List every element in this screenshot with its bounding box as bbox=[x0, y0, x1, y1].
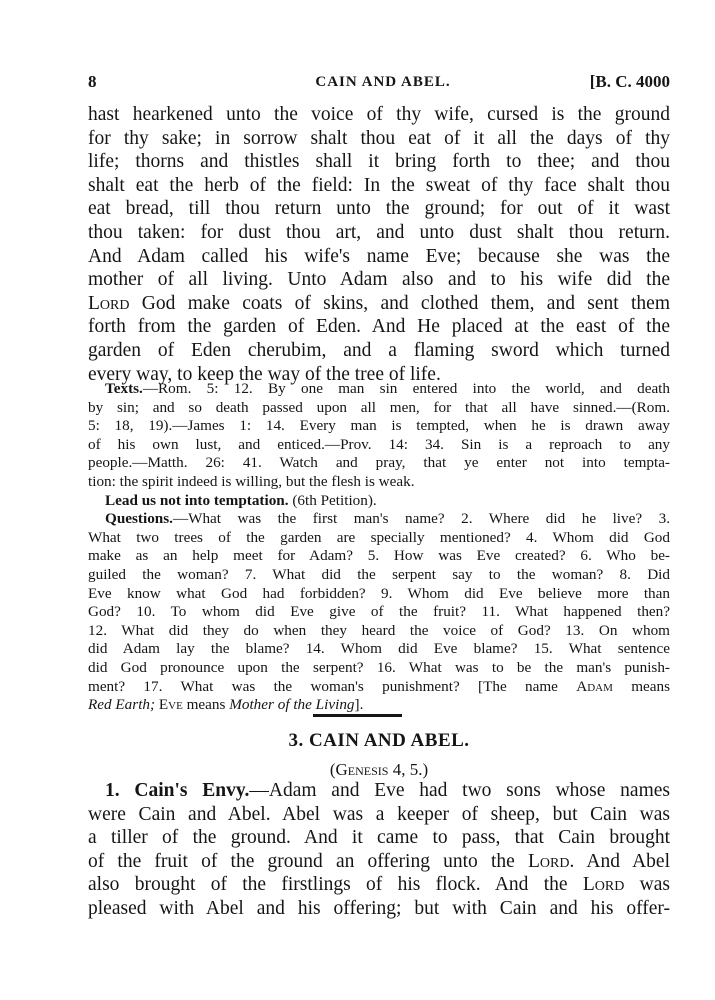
text-line: And Adam called his wife's name Eve; because she was the bbox=[88, 245, 670, 267]
text-line: were Cain and Abel. Abel was a keeper of sheep, but Cain was bbox=[88, 803, 670, 825]
questions-line: 12. What did they do when they heard the voice of God? 13. On whom bbox=[88, 621, 670, 639]
adam-word: Adam bbox=[576, 677, 613, 695]
mother-of-the-living: Mother of the Living bbox=[229, 696, 355, 714]
text-line: forth from the garden of Eden. And He placed at the east of the bbox=[88, 316, 670, 338]
petition-line bbox=[88, 492, 670, 511]
text-line: thou taken: for dust thou art, and unto dust shalt thou return. bbox=[88, 221, 670, 243]
lord-word: Lord. bbox=[527, 850, 575, 872]
questions-line bbox=[88, 510, 670, 529]
text-line: life; thorns and thistles shall it bring forth to thee; and thou bbox=[88, 151, 670, 173]
texts-line: 5: 18, 19).—James 1: 14. Every man is tempted, when he is drawn away bbox=[88, 417, 670, 435]
texts-line: tion: the spirit indeed is willing, but the flesh is weak. bbox=[88, 472, 415, 490]
text-line: for thy sake; in sorrow shalt thou eat of it all the days of thy bbox=[88, 127, 670, 149]
text-fragment: also brought of the firstlings of his flock. And the bbox=[88, 874, 568, 896]
text-fragment: means bbox=[186, 696, 226, 714]
questions-line: did Adam lay the blame? 14. Whom did Eve blame? 15. What sentence bbox=[88, 640, 670, 658]
questions-line: What two trees of the garden are specially mentioned? 4. Whom did God bbox=[88, 528, 670, 546]
lord-word: Lord bbox=[88, 292, 130, 314]
text-line bbox=[88, 292, 670, 316]
text-fragment: ]. bbox=[354, 696, 364, 714]
section-divider bbox=[313, 714, 402, 717]
questions-line: God? 10. To whom did Eve give of the fruit? 11. What happened then? bbox=[88, 603, 670, 621]
questions-line bbox=[88, 696, 670, 715]
book-name: Genesis bbox=[335, 760, 389, 779]
page-number: 8 bbox=[88, 72, 97, 91]
questions-line: did God pronounce upon the serpent? 16. What was to be the man's punish- bbox=[88, 658, 670, 676]
paragraph-heading: 1. Cain's Envy. bbox=[105, 780, 250, 801]
questions-label: Questions. bbox=[105, 510, 173, 528]
section-subtitle bbox=[88, 760, 670, 780]
text-fragment: ( bbox=[329, 760, 336, 779]
text-fragment: was bbox=[639, 874, 670, 896]
text-fragment: —Adam and Eve had two sons whose names bbox=[249, 780, 670, 801]
text-line bbox=[88, 850, 670, 874]
text-line: garden of Eden cherubim, and a flaming sword which turned bbox=[88, 339, 670, 361]
text-fragment: 4, 5.) bbox=[392, 760, 429, 779]
text-fragment: And Abel bbox=[586, 850, 670, 872]
page-header bbox=[88, 72, 670, 100]
text-line: every way, to keep the way of the tree of life. bbox=[88, 363, 441, 385]
petition-note: (6th Petition). bbox=[292, 491, 377, 509]
text-fragment: God make coats of skins, and clothed them, and sent them bbox=[141, 292, 670, 314]
texts-line: people.—Matth. 26: 41. Watch and pray, that ye enter not into tempta- bbox=[88, 454, 670, 472]
text-fragment: —What was the first man's name? 2. Where did he live? 3. bbox=[172, 510, 670, 528]
text-fragment: of the fruit of the ground an offering unto the bbox=[88, 850, 515, 872]
text-fragment: means bbox=[631, 677, 670, 695]
red-earth: Red Earth; bbox=[88, 696, 156, 714]
questions-line: Eve know what God had forbidden? 9. Whom did Eve believe more than bbox=[88, 584, 670, 602]
date-marker: [B. C. 4000 bbox=[589, 72, 670, 91]
notes-block bbox=[88, 380, 670, 715]
section-title: 3. CAIN AND ABEL. bbox=[288, 730, 470, 751]
text-line: pleased with Abel and his offering; but with Cain and his offer- bbox=[88, 897, 670, 919]
questions-line: make as an help meet for Adam? 5. How was Eve created? 6. Who be- bbox=[88, 547, 670, 565]
text-line: shalt eat the herb of the field: In the sweat of thy face shalt thou bbox=[88, 174, 670, 196]
texts-line: by sin; and so death passed upon all men, for that all have sinned.—(Rom. bbox=[88, 398, 670, 416]
text-fragment: —Rom. 5: 12. By one man sin entered into the world, and death bbox=[142, 380, 670, 397]
text-line: a tiller of the ground. And it came to pass, that Cain brought bbox=[88, 827, 670, 849]
lord-word: Lord bbox=[582, 874, 625, 896]
petition-label: Lead us not into temptation. bbox=[105, 491, 289, 509]
questions-line: guiled the woman? 7. What did the serpent say to the woman? 8. Did bbox=[88, 565, 670, 583]
texts-label: Texts. bbox=[105, 380, 143, 397]
cain-text bbox=[88, 779, 670, 921]
main-text bbox=[88, 103, 670, 386]
text-line bbox=[88, 873, 670, 897]
text-line bbox=[88, 779, 670, 803]
questions-line bbox=[88, 678, 670, 697]
eve-word: Eve bbox=[158, 696, 183, 714]
text-line: hast hearkened unto the voice of thy wife, cursed is the ground bbox=[88, 104, 670, 125]
text-fragment: ment? 17. What was the woman's punishment? [The name bbox=[88, 677, 558, 695]
texts-line: of his own lust, and enticed.—Prov. 14: 34. Sin is a reproach to any bbox=[88, 435, 670, 453]
text-line: eat bread, till thou return unto the ground; for out of it wast bbox=[88, 198, 670, 220]
texts-line bbox=[88, 380, 670, 399]
text-line: mother of all living. Unto Adam also and to his wife did the bbox=[88, 269, 670, 291]
running-title: CAIN AND ABEL. bbox=[315, 74, 451, 90]
